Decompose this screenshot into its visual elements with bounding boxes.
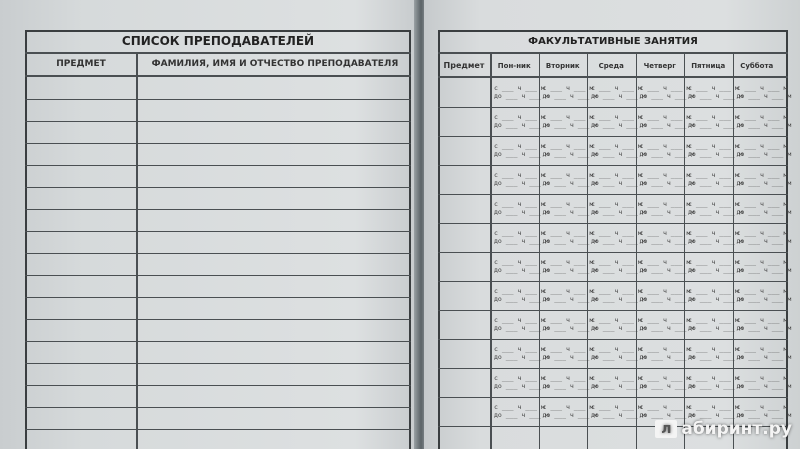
table-row-line [25, 165, 411, 166]
time-slot-cell [640, 171, 695, 187]
time-to: до ___ ч ___ м [542, 295, 598, 303]
time-slot-cell [543, 345, 598, 361]
time-slot-cell [688, 374, 743, 390]
time-to: до ___ ч ___ м [639, 179, 695, 187]
time-to: до ___ ч ___ м [639, 92, 695, 100]
table-row-line [25, 319, 411, 320]
time-to: до ___ ч ___ м [542, 324, 598, 332]
time-from: с ___ ч ___ м [639, 345, 691, 353]
electives-title: ФАКУЛЬТАТИВНЫЕ ЗАНЯТИЯ [528, 36, 698, 47]
teachers-list-title: СПИСОК ПРЕПОДАВАТЕЛЕЙ [121, 34, 315, 48]
time-to: до ___ ч ___ м [736, 324, 792, 332]
table-row-line [438, 165, 788, 166]
time-from: с ___ ч ___ м [494, 287, 545, 295]
time-slot-cell [494, 316, 549, 332]
table-row-line [438, 223, 788, 224]
table-row-line [25, 143, 411, 144]
time-from: с ___ ч ___ м [591, 403, 642, 411]
column-divider [490, 53, 492, 449]
time-from: с ___ ч ___ м [591, 200, 642, 208]
table-row-line [438, 310, 788, 311]
time-to: до ___ ч ___ м [542, 92, 598, 100]
time-slot-cell [494, 258, 549, 274]
time-to: до ___ ч ___ м [591, 382, 646, 390]
time-to: до ___ ч ___ м [688, 121, 743, 129]
time-from: с ___ ч ___ м [591, 316, 642, 324]
time-slot-cell [640, 287, 695, 303]
time-from: с ___ ч ___ м [494, 258, 545, 266]
time-from: с ___ ч ___ м [736, 171, 788, 179]
time-to: до ___ ч ___ м [639, 295, 695, 303]
time-to: до ___ ч ___ м [494, 324, 549, 332]
time-from: с ___ ч ___ м [688, 229, 739, 237]
time-slot-cell [688, 345, 743, 361]
time-from: с ___ ч ___ м [688, 200, 739, 208]
day-header: Пон-ник [497, 62, 531, 70]
col-header-subject: ПРЕДМЕТ [56, 59, 106, 69]
time-to: до ___ ч ___ м [542, 353, 598, 361]
table-row-line [438, 107, 788, 108]
table-row-line [438, 252, 788, 253]
time-slot-cell [737, 287, 792, 303]
time-from: с ___ ч ___ м [688, 113, 739, 121]
labirint-logo-icon: л [655, 420, 677, 438]
time-from: с ___ ч ___ м [639, 374, 691, 382]
title-divider [25, 52, 411, 54]
time-slot-cell [640, 345, 695, 361]
time-to: до ___ ч ___ м [688, 295, 743, 303]
time-from: с ___ ч ___ м [494, 200, 545, 208]
time-slot-cell [591, 142, 646, 158]
time-from: с ___ ч ___ м [542, 258, 594, 266]
time-from: с ___ ч ___ м [688, 316, 739, 324]
time-from: с ___ ч ___ м [494, 374, 545, 382]
time-to: до ___ ч ___ м [736, 266, 792, 274]
time-slot-cell [737, 258, 792, 274]
time-slot-cell [688, 84, 743, 100]
time-from: с ___ ч ___ м [736, 229, 788, 237]
time-slot-cell [543, 142, 598, 158]
time-from: с ___ ч ___ м [688, 258, 739, 266]
time-to: до ___ ч ___ м [542, 208, 598, 216]
time-slot-cell [543, 403, 598, 419]
time-slot-cell [543, 229, 598, 245]
time-from: с ___ ч ___ м [542, 142, 594, 150]
time-slot-cell [591, 403, 646, 419]
header-divider [25, 75, 411, 77]
time-from: с ___ ч ___ м [736, 258, 788, 266]
time-slot-cell [591, 200, 646, 216]
time-from: с ___ ч ___ м [494, 403, 545, 411]
time-from: с ___ ч ___ м [542, 374, 594, 382]
table-row-line [25, 253, 411, 254]
time-slot-cell [688, 200, 743, 216]
time-to: до ___ ч ___ м [688, 92, 743, 100]
time-slot-cell [688, 142, 743, 158]
time-from: с ___ ч ___ м [639, 142, 691, 150]
time-from: с ___ ч ___ м [591, 229, 642, 237]
time-to: до ___ ч ___ м [736, 121, 792, 129]
time-to: до ___ ч ___ м [591, 295, 646, 303]
table-row-line [438, 281, 788, 282]
time-to: до ___ ч ___ м [494, 295, 549, 303]
time-from: с ___ ч ___ м [494, 171, 545, 179]
time-slot-cell [543, 374, 598, 390]
time-to: до ___ ч ___ м [494, 150, 549, 158]
time-to: до ___ ч ___ м [688, 266, 743, 274]
time-from: с ___ ч ___ м [736, 374, 788, 382]
time-slot-cell [543, 316, 598, 332]
time-from: с ___ ч ___ м [688, 403, 739, 411]
time-from: с ___ ч ___ м [639, 84, 691, 92]
time-from: с ___ ч ___ м [736, 84, 788, 92]
time-slot-cell [591, 374, 646, 390]
time-from: с ___ ч ___ м [591, 113, 642, 121]
table-row-line [25, 187, 411, 188]
time-slot-cell [591, 316, 646, 332]
time-to: до ___ ч ___ м [591, 353, 646, 361]
time-from: с ___ ч ___ м [736, 345, 788, 353]
time-from: с ___ ч ___ м [542, 200, 594, 208]
time-slot-cell [591, 113, 646, 129]
time-slot-cell [494, 287, 549, 303]
time-from: с ___ ч ___ м [542, 84, 594, 92]
time-slot-cell [737, 113, 792, 129]
time-slot-cell [543, 258, 598, 274]
time-slot-cell [543, 113, 598, 129]
time-to: до ___ ч ___ м [639, 266, 695, 274]
col-header-subject: Предмет [443, 61, 485, 70]
time-to: до ___ ч ___ м [591, 237, 646, 245]
time-slot-cell [494, 345, 549, 361]
day-header: Четверг [643, 62, 676, 70]
time-to: до ___ ч ___ м [639, 121, 695, 129]
time-slot-cell [591, 171, 646, 187]
time-slot-cell [543, 84, 598, 100]
time-from: с ___ ч ___ м [591, 258, 642, 266]
time-slot-cell [640, 316, 695, 332]
time-to: до ___ ч ___ м [688, 382, 743, 390]
time-slot-cell [737, 345, 792, 361]
time-to: до ___ ч ___ м [736, 237, 792, 245]
time-to: до ___ ч ___ м [494, 121, 549, 129]
time-from: с ___ ч ___ м [736, 316, 788, 324]
time-slot-cell [591, 84, 646, 100]
time-slot-cell [543, 200, 598, 216]
time-slot-cell [640, 374, 695, 390]
time-slot-cell [688, 316, 743, 332]
table-row-line [438, 368, 788, 369]
time-from: с ___ ч ___ м [688, 84, 739, 92]
time-to: до ___ ч ___ м [736, 150, 792, 158]
table-row-line [25, 231, 411, 232]
time-slot-cell [543, 171, 598, 187]
time-to: до ___ ч ___ м [542, 382, 598, 390]
time-to: до ___ ч ___ м [736, 92, 792, 100]
time-from: с ___ ч ___ м [639, 200, 691, 208]
table-row-line [25, 99, 411, 100]
table-row-line [438, 339, 788, 340]
time-to: до ___ ч ___ м [688, 150, 743, 158]
time-from: с ___ ч ___ м [494, 345, 545, 353]
table-row-line [25, 121, 411, 122]
time-slot-cell [640, 229, 695, 245]
time-from: с ___ ч ___ м [542, 316, 594, 324]
time-to: до ___ ч ___ м [736, 295, 792, 303]
time-from: с ___ ч ___ м [494, 316, 545, 324]
time-slot-cell [640, 403, 695, 419]
time-to: до ___ ч ___ м [542, 411, 598, 419]
time-slot-cell [591, 345, 646, 361]
time-slot-cell [494, 229, 549, 245]
time-from: с ___ ч ___ м [494, 84, 545, 92]
time-slot-cell [737, 374, 792, 390]
time-to: до ___ ч ___ м [639, 324, 695, 332]
time-slot-cell [688, 171, 743, 187]
time-slot-cell [688, 287, 743, 303]
time-to: до ___ ч ___ м [639, 382, 695, 390]
table-row-line [25, 385, 411, 386]
time-from: с ___ ч ___ м [688, 171, 739, 179]
time-slot-cell [591, 287, 646, 303]
table-row-line [25, 363, 411, 364]
time-to: до ___ ч ___ м [542, 237, 598, 245]
time-to: до ___ ч ___ м [736, 353, 792, 361]
time-to: до ___ ч ___ м [591, 411, 646, 419]
time-to: до ___ ч ___ м [736, 382, 792, 390]
time-to: до ___ ч ___ м [591, 266, 646, 274]
time-to: до ___ ч ___ м [688, 179, 743, 187]
day-header: Суббота [740, 62, 774, 70]
time-to: до ___ ч ___ м [688, 237, 743, 245]
column-divider [136, 53, 138, 449]
time-slot-cell [494, 171, 549, 187]
time-to: до ___ ч ___ м [688, 411, 743, 419]
time-to: до ___ ч ___ м [736, 411, 792, 419]
time-from: с ___ ч ___ м [542, 403, 594, 411]
time-to: до ___ ч ___ м [542, 179, 598, 187]
time-from: с ___ ч ___ м [591, 287, 642, 295]
time-to: до ___ ч ___ м [736, 179, 792, 187]
time-slot-cell [737, 171, 792, 187]
time-to: до ___ ч ___ м [494, 92, 549, 100]
col-header-teacher-name: ФАМИЛИЯ, ИМЯ И ОТЧЕСТВО ПРЕПОДАВАТЕЛЯ [151, 59, 399, 69]
time-from: с ___ ч ___ м [494, 113, 545, 121]
time-from: с ___ ч ___ м [736, 200, 788, 208]
time-slot-cell [737, 403, 792, 419]
right-page [424, 0, 800, 449]
time-slot-cell [640, 142, 695, 158]
time-from: с ___ ч ___ м [591, 171, 642, 179]
table-row-line [438, 397, 788, 398]
time-slot-cell [640, 200, 695, 216]
time-from: с ___ ч ___ м [736, 113, 788, 121]
time-to: до ___ ч ___ м [639, 353, 695, 361]
time-slot-cell [591, 229, 646, 245]
time-to: до ___ ч ___ м [542, 150, 598, 158]
time-to: до ___ ч ___ м [591, 92, 646, 100]
time-to: до ___ ч ___ м [736, 208, 792, 216]
day-header: Пятница [691, 62, 726, 70]
time-slot-cell [688, 113, 743, 129]
time-slot-cell [494, 84, 549, 100]
time-to: до ___ ч ___ м [688, 324, 743, 332]
time-to: до ___ ч ___ м [494, 237, 549, 245]
time-to: до ___ ч ___ м [639, 411, 695, 419]
table-row-line [25, 209, 411, 210]
day-header: Вторник [545, 62, 580, 70]
time-from: с ___ ч ___ м [736, 403, 788, 411]
time-slot-cell [737, 84, 792, 100]
table-row-line [25, 407, 411, 408]
time-from: с ___ ч ___ м [639, 287, 691, 295]
time-to: до ___ ч ___ м [591, 179, 646, 187]
time-to: до ___ ч ___ м [494, 382, 549, 390]
time-slot-cell [494, 113, 549, 129]
time-slot-cell [494, 403, 549, 419]
time-slot-cell [737, 229, 792, 245]
time-from: с ___ ч ___ м [542, 113, 594, 121]
time-slot-cell [640, 113, 695, 129]
time-slot-cell [737, 200, 792, 216]
time-from: с ___ ч ___ м [688, 345, 739, 353]
time-to: до ___ ч ___ м [639, 237, 695, 245]
table-row-line [25, 429, 411, 430]
time-from: с ___ ч ___ м [591, 374, 642, 382]
time-from: с ___ ч ___ м [639, 171, 691, 179]
time-from: с ___ ч ___ м [688, 374, 739, 382]
time-slot-cell [737, 142, 792, 158]
time-slot-cell [737, 316, 792, 332]
time-slot-cell [494, 200, 549, 216]
time-to: до ___ ч ___ м [494, 353, 549, 361]
time-from: с ___ ч ___ м [591, 142, 642, 150]
time-to: до ___ ч ___ м [494, 208, 549, 216]
time-to: до ___ ч ___ м [542, 121, 598, 129]
table-row-line [25, 341, 411, 342]
time-from: с ___ ч ___ м [639, 113, 691, 121]
time-to: до ___ ч ___ м [688, 353, 743, 361]
table-row-line [25, 275, 411, 276]
time-to: до ___ ч ___ м [542, 266, 598, 274]
time-from: с ___ ч ___ м [591, 84, 642, 92]
time-slot-cell [640, 84, 695, 100]
time-from: с ___ ч ___ м [591, 345, 642, 353]
time-to: до ___ ч ___ м [494, 179, 549, 187]
time-to: до ___ ч ___ м [591, 208, 646, 216]
time-from: с ___ ч ___ м [542, 171, 594, 179]
time-from: с ___ ч ___ м [639, 258, 691, 266]
time-from: с ___ ч ___ м [688, 287, 739, 295]
time-slot-cell [640, 258, 695, 274]
watermark [655, 419, 792, 439]
time-to: до ___ ч ___ м [494, 411, 549, 419]
time-to: до ___ ч ___ м [591, 324, 646, 332]
time-from: с ___ ч ___ м [736, 142, 788, 150]
time-from: с ___ ч ___ м [639, 403, 691, 411]
time-slot-cell [591, 258, 646, 274]
table-row-line [438, 194, 788, 195]
time-slot-cell [494, 374, 549, 390]
time-from: с ___ ч ___ м [542, 345, 594, 353]
time-from: с ___ ч ___ м [542, 229, 594, 237]
time-slot-cell [688, 229, 743, 245]
time-from: с ___ ч ___ м [736, 287, 788, 295]
time-slot-cell [494, 142, 549, 158]
time-to: до ___ ч ___ м [591, 121, 646, 129]
time-from: с ___ ч ___ м [542, 287, 594, 295]
watermark-text: абиринт.ру [681, 419, 792, 439]
day-header: Среда [598, 62, 624, 70]
time-from: с ___ ч ___ м [688, 142, 739, 150]
table-row-line [25, 297, 411, 298]
table-row-line [438, 136, 788, 137]
time-to: до ___ ч ___ м [591, 150, 646, 158]
time-from: с ___ ч ___ м [494, 142, 545, 150]
time-slot-cell [688, 403, 743, 419]
time-from: с ___ ч ___ м [639, 316, 691, 324]
time-slot-cell [688, 258, 743, 274]
time-to: до ___ ч ___ м [639, 208, 695, 216]
time-to: до ___ ч ___ м [688, 208, 743, 216]
time-from: с ___ ч ___ м [639, 229, 691, 237]
time-to: до ___ ч ___ м [639, 150, 695, 158]
time-to: до ___ ч ___ м [494, 266, 549, 274]
time-from: с ___ ч ___ м [494, 229, 545, 237]
teachers-table-frame [25, 30, 411, 449]
time-slot-cell [543, 287, 598, 303]
